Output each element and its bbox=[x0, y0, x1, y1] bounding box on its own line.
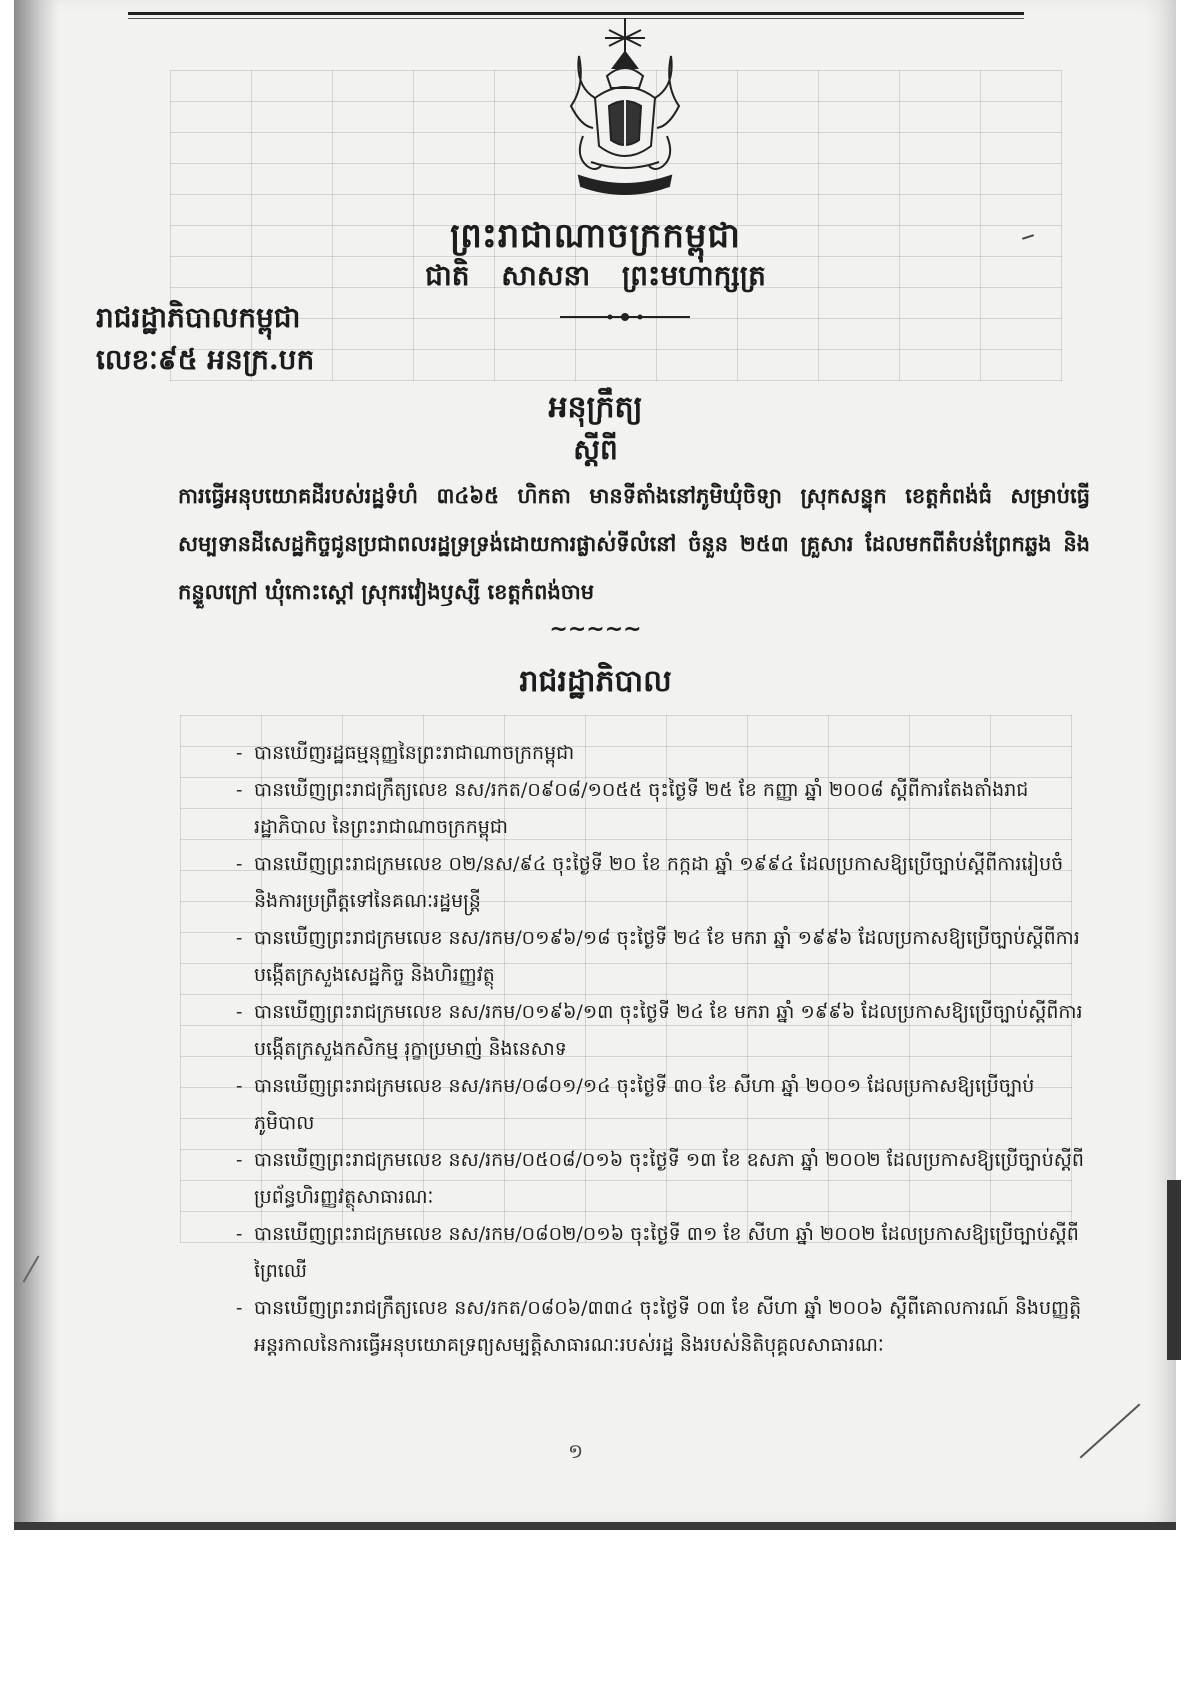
issuing-authority: រាជរដ្ឋាភិបាលកម្ពុជា bbox=[96, 301, 301, 334]
reference-clause: - បានឃើញព្រះរាជក្រមលេខ នស/រកម/០៥០៨/០១៦ ចុះថ្ងៃទី ១៣ ខែ ឧសភា ឆ្នាំ ២០០២ ដែលប្រកាសឱ្យប្រើច្បាប់ស្ដីពីប្រព័ន្ធហិរញ្ញវត្ថុសាធារណៈ bbox=[236, 1142, 1086, 1216]
ornament-divider-icon bbox=[560, 310, 690, 324]
reference-clause: - បានឃើញព្រះរាជក្រឹត្យលេខ នស/រកត/០៩០៨/១០៥៥ ចុះថ្ងៃទី ២៥ ខែ កញ្ញា ឆ្នាំ ២០០៨ ស្ដីពីការតែងតាំងរាជរដ្ឋាភិបាល នៃព្រះរាជាណាចក្រកម្ពុជា bbox=[236, 772, 1086, 846]
government-heading: រាជរដ្ឋាភិបាល bbox=[519, 664, 672, 699]
reference-clause: - បានឃើញព្រះរាជក្រមលេខ នស/រកម/០១៩៦/១៨ ចុះថ្ងៃទី ២៤ ខែ មករា ឆ្នាំ ១៩៩៦ ដែលប្រកាសឱ្យប្រើច្បាប់ស្ដីពីការបង្កើតក្រសួងសេដ្ឋកិច្ច និងហិរញ្ញវត្ថុ bbox=[236, 920, 1086, 994]
document-number: លេខៈ៩៥ អនក្រ.បក bbox=[96, 343, 315, 376]
scanner-edge-mark bbox=[1167, 1180, 1181, 1360]
reference-clause: - បានឃើញព្រះរាជក្រមលេខ ០២/នស/៩៤ ចុះថ្ងៃទី ២០ ខែ កក្កដា ឆ្នាំ ១៩៩៤ ដែលប្រកាសឱ្យប្រើច្បាប់ស្ដីពីការរៀបចំ និងការប្រព្រឹត្តទៅនៃគណៈរដ្ឋមន្ត្រី bbox=[236, 846, 1086, 920]
legal-references-list bbox=[236, 735, 1086, 1364]
document-type: អនុក្រឹត្យ bbox=[548, 390, 643, 425]
document-about-label: ស្ដីពី bbox=[573, 433, 618, 466]
reference-clause: - បានឃើញព្រះរាជក្រមលេខ នស/រកម/០៨០១/១៤ ចុះថ្ងៃទី ៣០ ខែ សីហា ឆ្នាំ ២០០១ ដែលប្រកាសឱ្យប្រើច្បាប់ភូមិបាល bbox=[236, 1068, 1086, 1142]
reference-clause: - បានឃើញព្រះរាជក្រឹត្យលេខ នស/រកត/០៨០៦/៣៣៤ ចុះថ្ងៃទី ០៣ ខែ សីហា ឆ្នាំ ២០០៦ ស្ដីពីគោលការណ៍ និងបញ្ញត្តិអន្តរកាលនៃការធ្វើអនុបយោគទ្រព្យសម្បត្តិសាធារណៈរបស់រដ្ឋ និងរបស់និតិបុគ្គលសាធារណៈ bbox=[236, 1290, 1086, 1364]
reference-clause: - បានឃើញព្រះរាជក្រមលេខ នស/រកម/០១៩៦/១៣ ចុះថ្ងៃទី ២៤ ខែ មករា ឆ្នាំ ១៩៩៦ ដែលប្រកាសឱ្យប្រើច្បាប់ស្ដីពីការបង្កើតក្រសួងកសិកម្ម រុក្ខាប្រមាញ់ និងនេសាទ bbox=[236, 994, 1086, 1068]
page-number: ១ bbox=[568, 1439, 584, 1463]
reference-clause: - បានឃើញព្រះរាជក្រមលេខ នស/រកម/០៨០២/០១៦ ចុះថ្ងៃទី ៣១ ខែ សីហា ឆ្នាំ ២០០២ ដែលប្រកាសឱ្យប្រើច្បាប់ស្ដីពីព្រៃឈើ bbox=[236, 1216, 1086, 1290]
reference-clause: - បានឃើញរដ្ឋធម្មនុញ្ញនៃព្រះរាជាណាចក្រកម្ពុជា bbox=[236, 735, 1086, 772]
top-rule bbox=[128, 12, 1024, 15]
kingdom-title: ព្រះរាជាណាចក្រកម្ពុជា bbox=[450, 216, 741, 256]
royal-coat-of-arms-icon bbox=[565, 16, 685, 204]
section-divider: ~~~~~ bbox=[549, 617, 642, 642]
document-subject: ការធ្វើអនុបយោគដីរបស់រដ្ឋទំហំ ៣៤៦៥ ហិកតា មានទីតាំងនៅភូមិឃុំចិទ្យា ស្រុកសន្ទុក ខេត្តកំពង់ធំ សម្រាប់ធ្វើសម្បទានដីសេដ្ឋកិច្ចជូនប្រជាពលរដ្ឋទ្រទ្រង់ដោយការផ្លាស់ទីលំនៅ ចំនួន ២៥៣ គ្រួសារ ដែលមកពីតំបន់ព្រែកឆ្លង និងកន្ទួលក្រៅ ឃុំកោះស្ដៅ ស្រុករវៀងឫស្សី ខេត្តកំពង់ចាម bbox=[178, 483, 1090, 604]
national-motto: ជាតិ សាសនា ព្រះមហាក្សត្រ bbox=[425, 259, 766, 292]
